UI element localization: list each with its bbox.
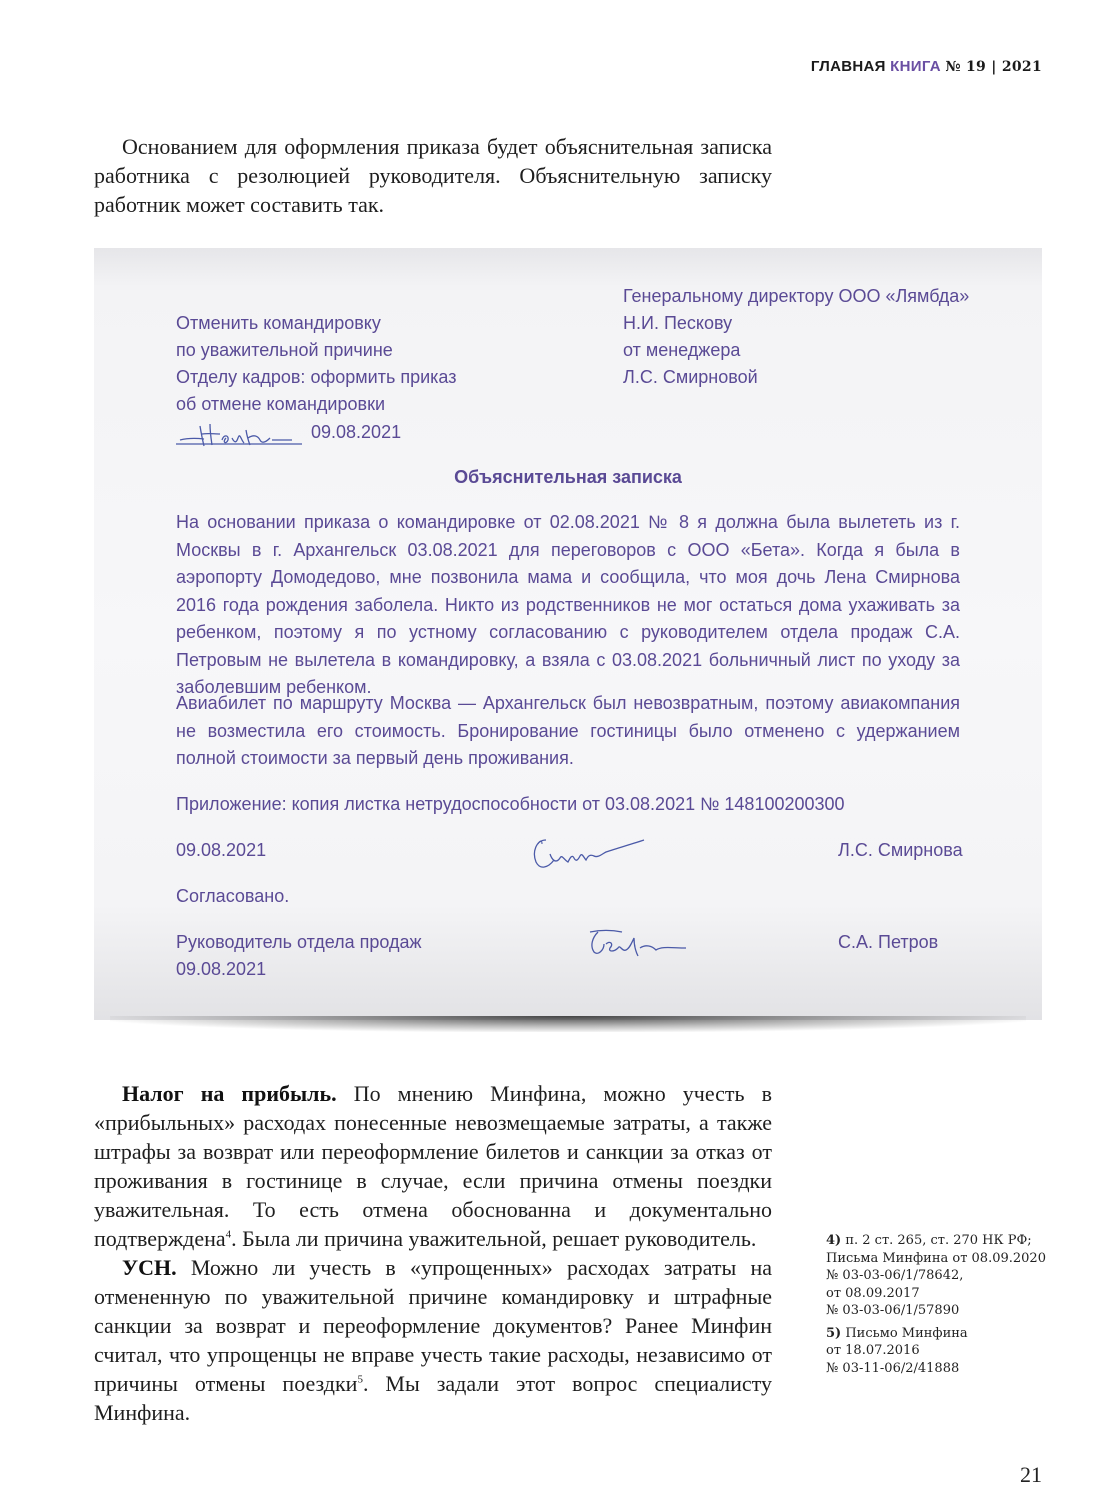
sign-date: 09.08.2021 [176,840,267,860]
addressee-line: от менеджера [623,340,741,360]
brand-name: ГЛАВНАЯ [810,58,886,75]
explanatory-note-sample [94,248,1042,1020]
resolution-line: Отменить командировку [176,313,381,333]
footnote-ref: 4 [225,1228,232,1241]
signer-name: Л.С. Смирнова [838,840,963,860]
addressee-line: Н.И. Пескову [623,313,733,333]
document-title: Объяснительная записка [454,467,682,487]
tax-section [94,1079,772,1427]
magazine-header [811,58,1042,75]
intro-paragraph: Основанием для оформления приказа будет объяснительная записка работника с резолюцией руководителя. Объяснительную записку работник может составить так. [94,134,772,217]
agreed-label: Согласовано. [176,886,290,906]
director-signature [174,418,308,452]
document-shadow [110,1016,1026,1032]
issue-number: № 19 | 2021 [945,59,1042,75]
footnote-item: 5) Письмо Минфина [826,1325,968,1341]
document-paragraph: На основании приказа о командировке от 02.08.2021 № 8 я должна была вылететь из г. Москвы в г. Архангельск 03.08.2021 для переговоров с ООО «Бета». Когда я была в аэропорту Домодедово, мне позвонила мама и сообщила, что моя дочь Лена Смирнова 2016 года рождения заболела. Никто из родственников не мог остаться дома ухаживать за ребенком, поэтому я по устному согласованию с руководителем отдела продаж С.А. Петровым не вылетела в командировку, а взяла с 03.08.2021 больничный лист по уходу за заболевшим ребенком. [176,512,960,697]
addressee-line: Генеральному директору ООО «Лямбда» [623,286,970,306]
employee-signature [528,830,648,876]
document-attachment: Приложение: копия листка нетрудоспособности от 03.08.2021 № 148100200300 [176,794,845,814]
approver-date: 09.08.2021 [176,959,267,979]
document-paragraph: Авиабилет по маршруту Москва — Архангельск был невозвратным, поэтому авиакомпания не возместила его стоимость. Бронирование гостиницы было отменено с удержанием полной стоимости за первый день проживания. [176,693,960,768]
approver-name: С.А. Петров [838,932,939,952]
footnote-item: 4) п. 2 ст. 265, ст. 270 НК РФ; [826,1233,1032,1248]
profit-tax-paragraph: Налог на прибыль. По мнению Минфина, можно учесть в «прибыльных» расходах понесенные невозмещаемые затраты, а также штрафы за возврат или переоформление билетов и санкции за отказ от проживания в гостинице в случае, если причина отмены поездки уважительная. То есть отмена обоснованна и документально подтверждена$^4$. Была ли причина уважительной, решает руководитель. [94,1081,772,1251]
footnote-ref: 5 [357,1373,363,1386]
resolution-line: по уважительной причине [176,340,393,360]
approver-signature [582,924,694,960]
footnotes: 4) п. 2 ст. 265, ст. 270 НК РФ; Письма Минфина от 08.09.2020 № 03-03-06/1/78642, от 08.09.2017 № 03-03-06/1/57890 5) Письмо Минфина от 18.07.2016 № 03-11-06/2/41888 [826,1232,1056,1377]
resolution-date: 09.08.2021 [311,422,402,442]
profit-tax-heading: Налог на прибыль. [122,1081,337,1106]
approver-position: Руководитель отдела продаж [176,932,422,952]
brand-name-accent: КНИГА [890,58,941,75]
resolution-line: об отмене командировки [176,394,386,414]
page-number: 21 [1020,1462,1042,1487]
usn-heading: УСН. [122,1255,177,1280]
resolution-line: Отделу кадров: оформить приказ [176,367,457,387]
addressee-line: Л.С. Смирновой [623,367,758,387]
usn-paragraph: УСН. Можно ли учесть в «упрощенных» расходах затраты на отмененную по уважительной причине командировку и штрафные санкции за возврат и переоформление документов? Ранее Минфин считал, что упрощенцы не вправе учесть такие расходы, независимо от причины отмены поездки$^5$. Мы задали этот вопрос специалисту Минфина. [94,1255,773,1425]
